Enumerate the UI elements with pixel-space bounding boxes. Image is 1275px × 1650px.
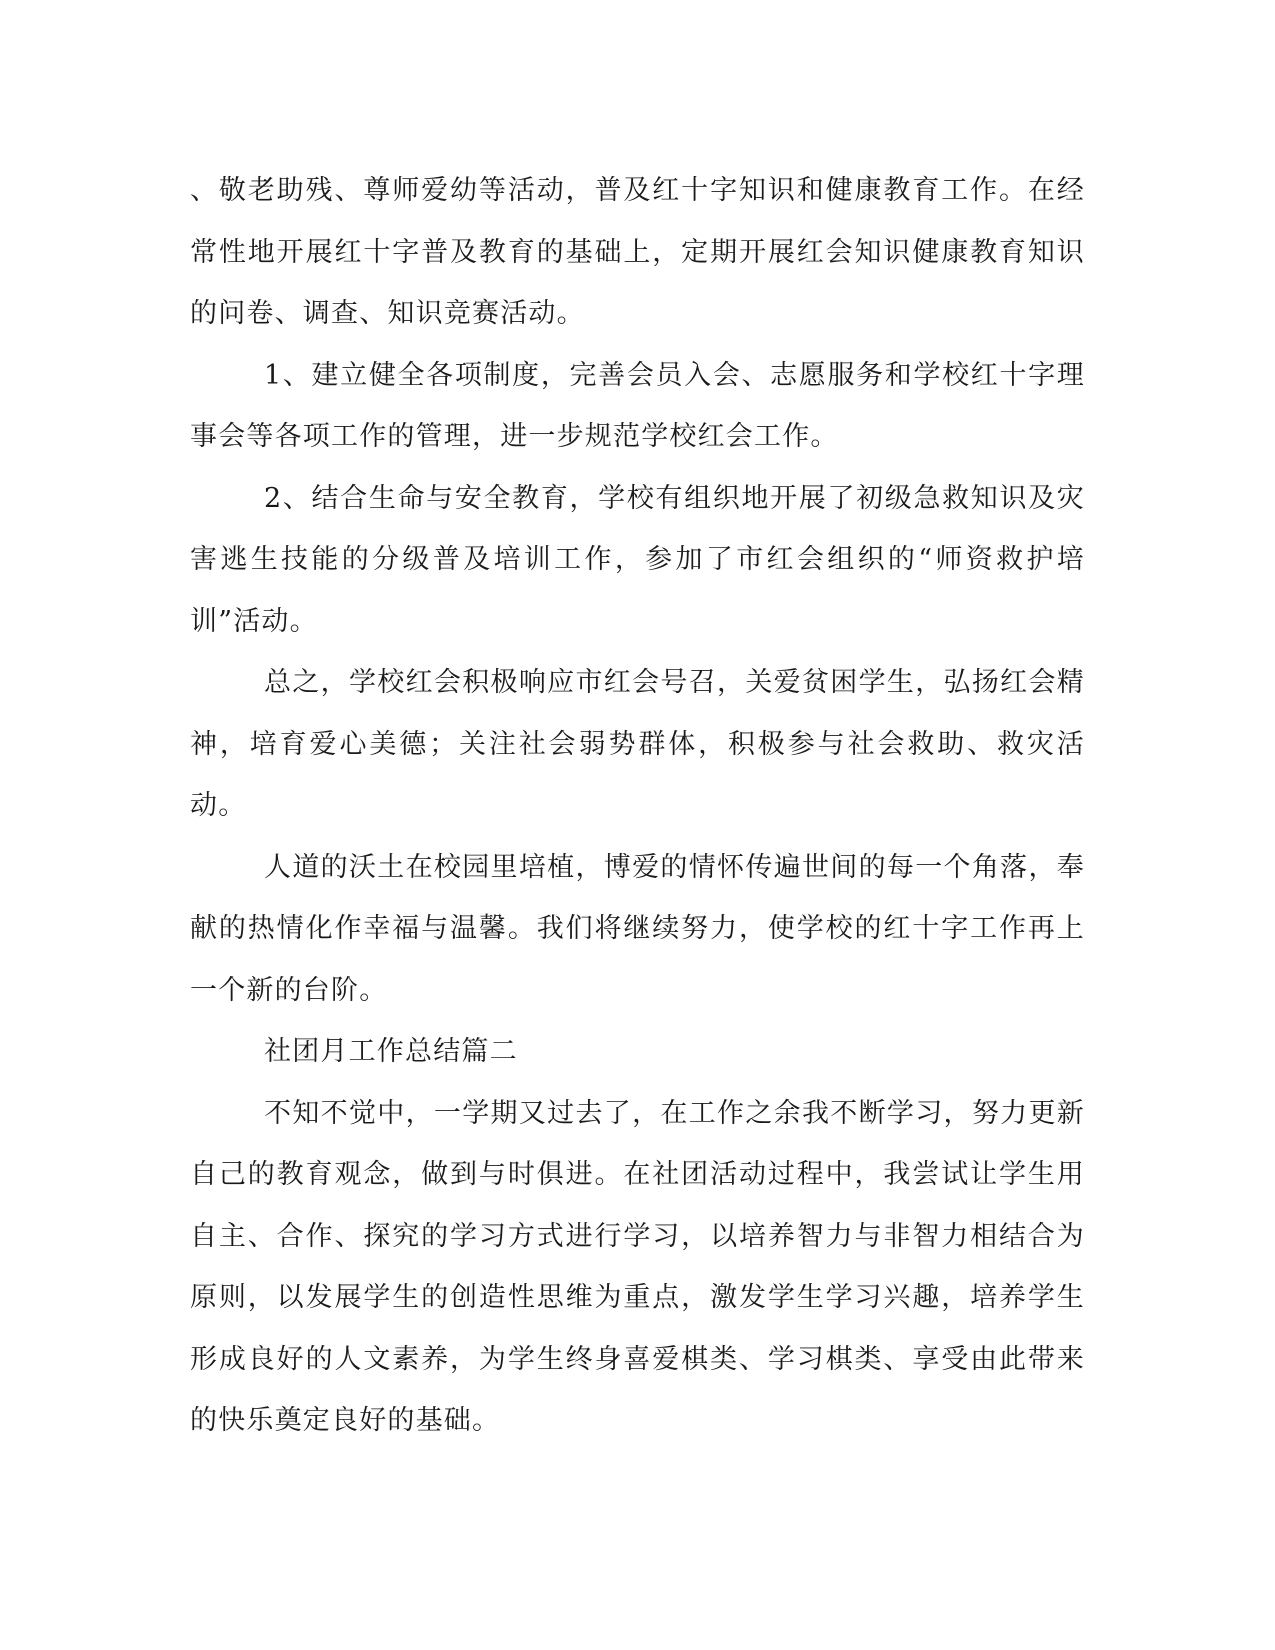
section-heading: 社团月工作总结篇二 [264, 1036, 518, 1067]
paragraph-section-body: 不知不觉中，一学期又过去了，在工作之余我不断学习，努力更新自己的教育观念，做到与时俱进。在社团活动过程中，我尝试让学生用自主、合作、探究的学习方式进行学习，以培养智力与非智力相结合为原则，以发展学生的创造性思维为重点，激发学生学习兴趣，培养学生形成良好的人文素养，为学生终身喜爱棋类、学习棋类、享受由此带来的快乐奠定良好的基础。 [190, 1097, 1085, 1436]
paragraph-closing: 人道的沃土在校园里培植，博爱的情怀传遍世间的每一个角落，奉献的热情化作幸福与温馨。我们将继续努力，使学校的红十字工作再上一个新的台阶。 [190, 851, 1085, 1006]
paragraph-item-1: 1、建立健全各项制度，完善会员入会、志愿服务和学校红十字理事会等各项工作的管理，进一步规范学校红会工作。 [190, 359, 1085, 452]
paragraph-item-2: 2、结合生命与安全教育，学校有组织地开展了初级急救知识及灾害逃生技能的分级普及培训工作，参加了市红会组织的“师资救护培训”活动。 [190, 482, 1085, 637]
document-body [190, 160, 1085, 1452]
paragraph-summary: 总之，学校红会积极响应市红会号召，关爱贫困学生，弘扬红会精神，培育爱心美德；关注社会弱势群体，积极参与社会救助、救灾活动。 [190, 667, 1085, 821]
paragraph-continuation: 、敬老助残、尊师爱幼等活动，普及红十字知识和健康教育工作。在经常性地开展红十字普及教育的基础上，定期开展红会知识健康教育知识的问卷、调查、知识竞赛活动。 [190, 175, 1085, 329]
